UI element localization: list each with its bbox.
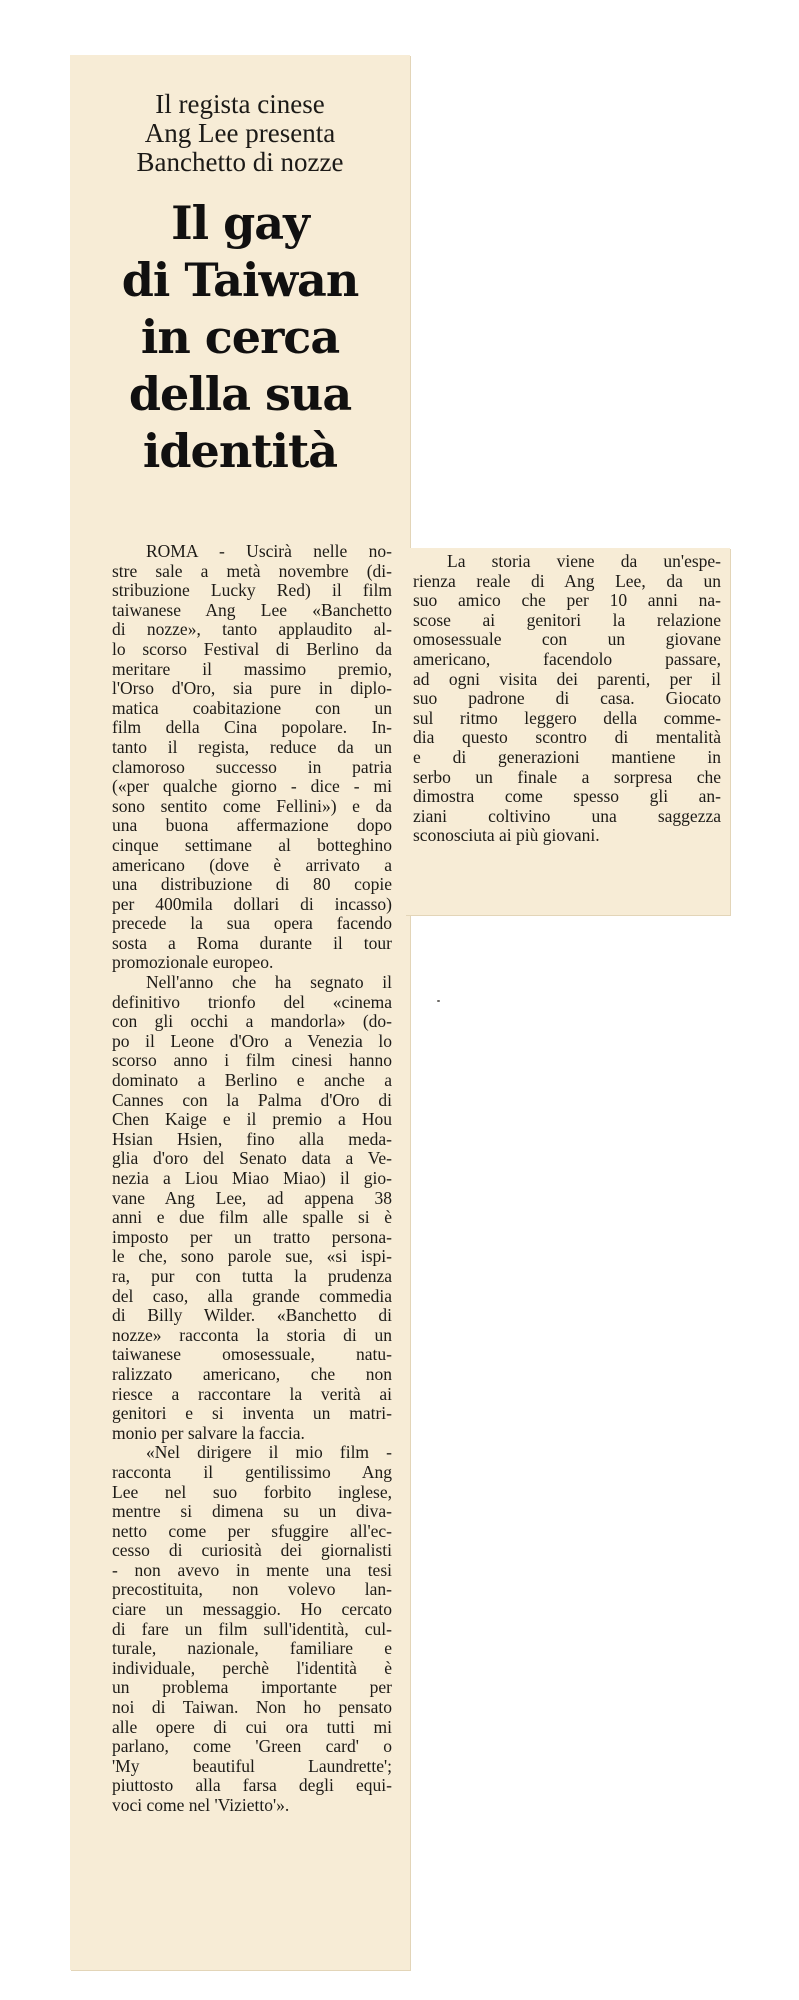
- text-line: lo scorso Festival di Berlino da: [112, 639, 392, 659]
- text-line: cinque settimane al botteghino: [112, 835, 392, 855]
- text-line: «Nel dirigere il mio film -: [146, 1443, 392, 1463]
- text-line: parlano, come 'Green card' o: [112, 1737, 392, 1757]
- text-line: imposto per un tratto persona-: [112, 1227, 392, 1247]
- text-line: - non avevo in mente una tesi: [112, 1560, 392, 1580]
- headline-line: in cerca: [140, 310, 340, 364]
- text-line: promozionale europeo.: [112, 953, 274, 973]
- text-line: rienza reale di Ang Lee, da un: [413, 571, 721, 591]
- text-line: racconta il gentilissimo Ang: [112, 1462, 392, 1482]
- text-line: dimostra come spesso gli an-: [413, 787, 721, 807]
- text-line: omosessuale con un giovane: [413, 630, 721, 650]
- text-line: un problema importante per: [112, 1678, 392, 1698]
- article-headline: [80, 195, 400, 480]
- text-line: ra, pur con tutta la prudenza: [112, 1266, 392, 1286]
- newspaper-clipping-side: [405, 548, 730, 915]
- text-line: clamoroso successo in patria: [112, 757, 392, 777]
- text-line: una buona affermazione dopo: [112, 816, 392, 836]
- text-line: di fare un film sull'identità, cul-: [112, 1619, 392, 1639]
- text-line: sul ritmo leggero della comme-: [413, 708, 721, 728]
- text-line: ralizzato americano, che non: [112, 1364, 392, 1384]
- article-body: [112, 542, 392, 1816]
- text-line: scorso anno i film cinesi hanno: [112, 1051, 392, 1071]
- text-line: precede la sua opera facendo: [112, 914, 392, 934]
- text-line: scose ai genitori la relazione: [413, 610, 721, 630]
- scan-speck: [437, 1000, 440, 1002]
- headline-line: di Taiwan: [121, 253, 359, 307]
- text-line: stribuzione Lucky Red) il film: [112, 581, 392, 601]
- text-line: le che, sono parole sue, «si ispi-: [112, 1247, 392, 1267]
- text-line: americano (dove è arrivato a: [112, 855, 392, 875]
- text-line: tanto il regista, reduce da un: [112, 737, 392, 757]
- text-line: ziani coltivino una saggezza: [413, 806, 721, 826]
- text-line: stre sale a metà novembre (di-: [112, 561, 392, 581]
- text-line: suo amico che per 10 anni na-: [413, 591, 721, 611]
- kicker-line: Ang Lee presenta: [144, 118, 336, 148]
- text-line: Nell'anno che ha segnato il: [146, 973, 392, 993]
- text-line: Lee nel suo forbito inglese,: [112, 1482, 392, 1502]
- text-line: turale, nazionale, familiare e: [112, 1639, 392, 1659]
- text-line: («per qualche giorno - dice - mi: [112, 777, 392, 797]
- text-line: suo padrone di casa. Giocato: [413, 689, 721, 709]
- text-line: dia questo scontro di mentalità: [413, 728, 721, 748]
- text-line: di Billy Wilder. «Banchetto di: [112, 1306, 392, 1326]
- text-line: sconosciuta ai più giovani.: [413, 826, 600, 846]
- headline-line: Il gay: [171, 196, 309, 250]
- text-line: vane Ang Lee, ad appena 38: [112, 1188, 392, 1208]
- text-line: sosta a Roma durante il tour: [112, 933, 392, 953]
- text-line: genitori e si inventa un matri-: [112, 1404, 392, 1424]
- text-line: per 400mila dollari di incasso): [112, 894, 392, 914]
- text-line: sono sentito come Fellini») e da: [112, 796, 392, 816]
- text-line: dominato a Berlino e anche a: [112, 1071, 392, 1091]
- text-line: Chen Kaige e il premio a Hou: [112, 1110, 392, 1130]
- text-line: meritare il massimo premio,: [112, 659, 392, 679]
- text-line: Cannes con la Palma d'Oro di: [112, 1090, 392, 1110]
- text-line: una distribuzione di 80 copie: [112, 875, 392, 895]
- text-line: noi di Taiwan. Non ho pensato: [112, 1698, 392, 1718]
- text-line: taiwanese omosessuale, natu-: [112, 1345, 392, 1365]
- text-line: con gli occhi a mandorla» (do-: [112, 1012, 392, 1032]
- text-line: precostituita, non volevo lan-: [112, 1580, 392, 1600]
- kicker-line: Banchetto di nozze: [136, 147, 344, 177]
- text-line: nozze» racconta la storia di un: [112, 1325, 392, 1345]
- text-line: anni e due film alle spalle si è: [112, 1208, 392, 1228]
- text-line: glia d'oro del Senato data a Ve-: [112, 1149, 392, 1169]
- text-line: riesce a raccontare la verità ai: [112, 1384, 392, 1404]
- article-sidebar-text: [413, 552, 721, 846]
- text-line: ROMA - Uscirà nelle no-: [146, 542, 392, 561]
- text-line: di nozze», tanto applaudito al-: [112, 620, 392, 640]
- headline-line: identità: [142, 424, 338, 478]
- text-line: po il Leone d'Oro a Venezia lo: [112, 1031, 392, 1051]
- text-line: individuale, perchè l'identità è: [112, 1658, 392, 1678]
- text-line: film della Cina popolare. In-: [112, 718, 392, 738]
- kicker-line: Il regista cinese: [155, 89, 325, 119]
- article-kicker: [90, 90, 390, 177]
- newspaper-clipping-main: [70, 55, 410, 1970]
- text-line: l'Orso d'Oro, sia pure in diplo-: [112, 679, 392, 699]
- text-line: americano, facendolo passare,: [413, 649, 721, 669]
- text-line: cesso di curiosità dei giornalisti: [112, 1541, 392, 1561]
- text-line: 'My beautiful Laundrette';: [112, 1756, 392, 1776]
- text-line: serbo un finale a sorpresa che: [413, 767, 721, 787]
- text-line: alle opere di cui ora tutti mi: [112, 1717, 392, 1737]
- text-line: nezia a Liou Miao Miao) il gio-: [112, 1169, 392, 1188]
- text-line: mentre si dimena su un diva-: [112, 1502, 392, 1522]
- text-line: piuttosto alla farsa degli equi-: [112, 1776, 392, 1796]
- text-line: La storia viene da un'espe-: [447, 552, 721, 571]
- text-line: ciare un messaggio. Ho cercato: [112, 1600, 392, 1620]
- text-line: matica coabitazione con un: [112, 698, 392, 718]
- text-line: taiwanese Ang Lee «Banchetto: [112, 600, 392, 620]
- text-line: voci come nel 'Vizietto'».: [112, 1796, 290, 1815]
- text-line: Hsian Hsien, fino alla meda-: [112, 1129, 392, 1149]
- text-line: definitivo trionfo del «cinema: [112, 992, 392, 1012]
- headline-line: della sua: [128, 367, 352, 421]
- text-line: ad ogni visita dei parenti, per il: [413, 669, 721, 689]
- text-line: monio per salvare la faccia.: [112, 1423, 305, 1443]
- text-line: netto come per sfuggire all'ec-: [112, 1521, 392, 1541]
- text-line: e di generazioni mantiene in: [413, 747, 721, 767]
- text-line: del caso, alla grande commedia: [112, 1286, 392, 1306]
